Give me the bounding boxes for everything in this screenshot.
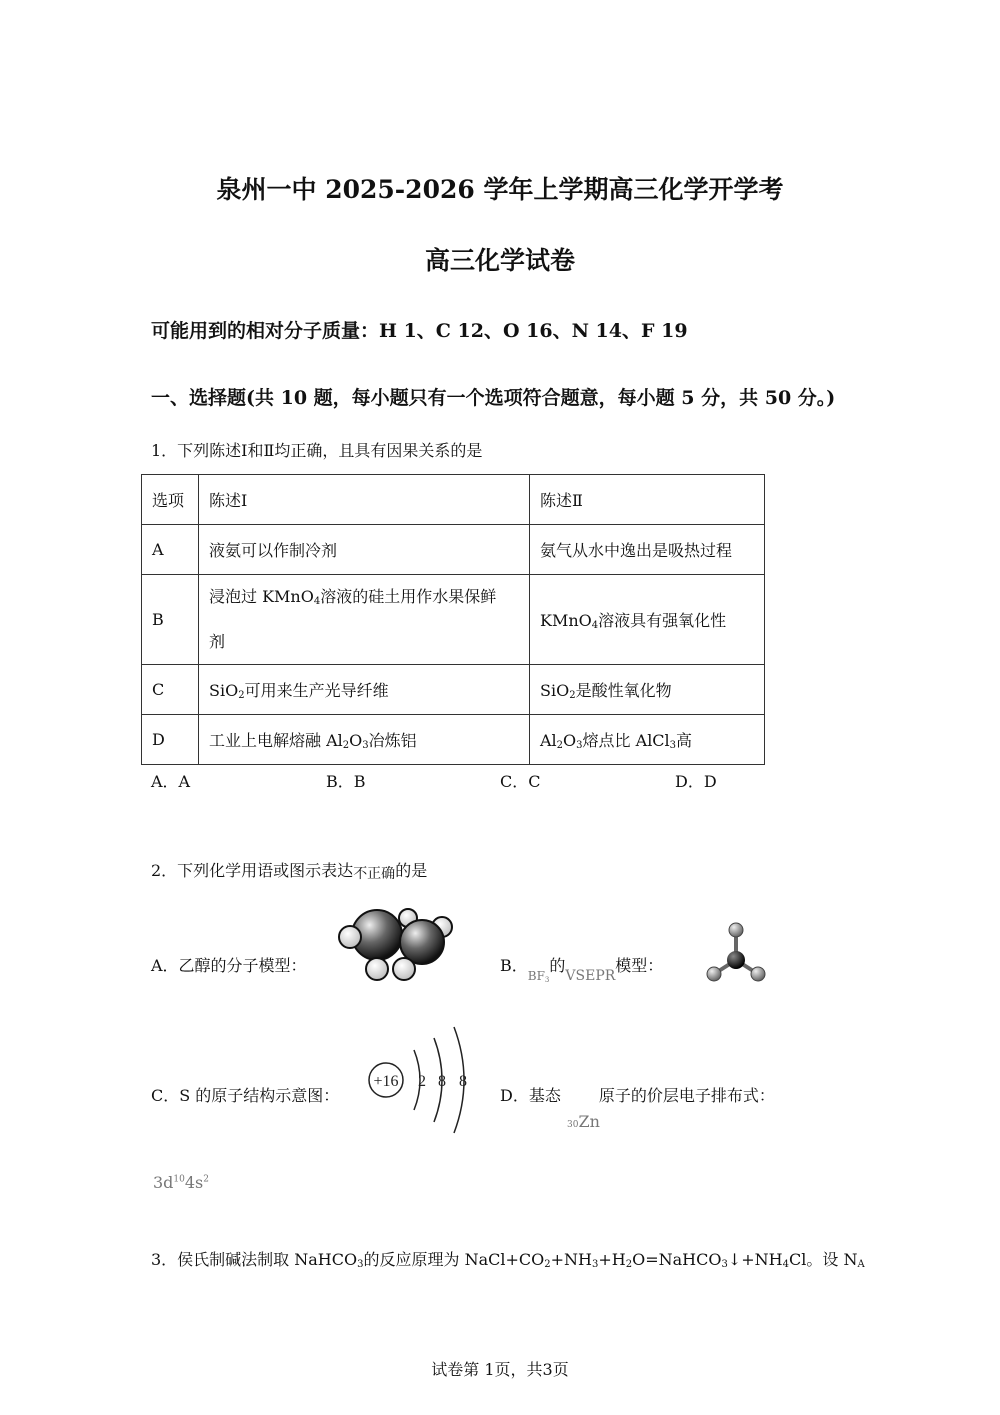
text-span: 4s: [184, 1173, 204, 1192]
text-span: +NH: [550, 1250, 592, 1269]
subscript: 2: [556, 740, 564, 751]
electron-configuration: [153, 1173, 209, 1192]
subscript: 2: [569, 690, 576, 701]
subscript: 4: [782, 1259, 789, 1270]
subscript: 3: [576, 740, 583, 751]
ethanol-model-image: [332, 905, 462, 985]
statement-2-cell: [530, 665, 765, 715]
element-symbol: Zn: [578, 1112, 600, 1131]
table-row: [142, 575, 765, 665]
section-heading: 一、选择题(共 10 题，每小题只有一个选项符合题意，每小题 5 分，共 50 分。): [151, 387, 836, 409]
text-span: 模型：: [615, 956, 664, 975]
text-span: 可用来生产光导纤维: [244, 681, 389, 700]
subscript: 3: [669, 740, 677, 751]
text-span: +H: [598, 1250, 626, 1269]
table-row: [142, 525, 765, 575]
q2-stem: [151, 858, 427, 883]
subscript: 3: [721, 1259, 728, 1270]
text-span: 2．下列化学用语或图示表达: [151, 861, 354, 880]
q1-choice-b: B．B: [326, 772, 366, 791]
subscript: 4: [591, 620, 599, 631]
option-cell: D: [142, 715, 199, 765]
subscript: A: [857, 1259, 865, 1270]
text-span: 的是: [395, 861, 428, 880]
subscript: 3: [362, 740, 369, 751]
text-span: Al: [540, 731, 557, 750]
table-header-row: [142, 475, 765, 525]
q2-option-c: C．S 的原子结构示意图：: [151, 1086, 340, 1105]
subscript: 4: [313, 596, 321, 607]
option-cell: C: [142, 665, 199, 715]
statement-1-cell: [199, 575, 530, 665]
text-span: 浸泡过 KMnO: [209, 587, 314, 606]
statement-1-cell: [199, 715, 530, 765]
table-header-cell: 陈述Ⅰ: [199, 475, 530, 525]
text-span: B．: [500, 956, 528, 975]
text-span: 溶液具有强氧化性: [598, 611, 727, 630]
text-span: 剂: [209, 632, 226, 651]
text-span: BF: [527, 969, 545, 983]
bf3-vsepr-model-image: [702, 920, 768, 986]
subscript: 2: [625, 1259, 633, 1270]
q2-option-b: [500, 953, 663, 984]
superscript: 2: [203, 1174, 209, 1185]
statement-1-cell: 液氨可以作制冷剂: [199, 525, 530, 575]
atomic-number: 30: [567, 1120, 579, 1130]
q1-table: [141, 474, 765, 765]
superscript: 10: [173, 1174, 185, 1185]
statement-2-cell: [530, 575, 765, 665]
q1-choice-a: A．A: [151, 772, 191, 791]
exam-subtitle: 高三化学试卷: [424, 246, 575, 275]
relative-masses: 可能用到的相对分子质量：H 1、C 12、O 16、N 14、F 19: [151, 320, 688, 342]
text-span: 的反应原理为 NaCl+CO: [363, 1250, 545, 1269]
page-footer: 试卷第 1页，共3页: [431, 1360, 569, 1379]
text-span: 3d: [153, 1173, 174, 1192]
shell-electrons: 2: [418, 1073, 426, 1090]
subscript: 3: [592, 1259, 599, 1270]
text-span: SiO: [540, 681, 570, 700]
nucleus-charge: +16: [373, 1073, 399, 1090]
text-span: Cl。设 N: [789, 1250, 858, 1269]
text-span: 工业上电解熔融 Al: [209, 731, 343, 750]
bf3-formula: [528, 969, 550, 983]
text-span: 冶炼铝: [368, 731, 417, 750]
sulfur-atom-diagram: [366, 1025, 476, 1137]
subscript: 2: [238, 690, 245, 701]
text-span: 熔点比 AlCl: [582, 731, 670, 750]
table-row: [142, 715, 765, 765]
q1-choice-d: D．D: [675, 772, 717, 791]
text-span: KMnO: [540, 611, 592, 630]
subscript: 3: [357, 1259, 364, 1270]
text-span: O: [349, 731, 363, 750]
table-header-cell: 选项: [142, 475, 199, 525]
text-span: 原子的价层电子排布式：: [598, 1086, 775, 1105]
shell-electrons: 8: [438, 1073, 446, 1090]
subscript: 2: [544, 1259, 551, 1270]
table-header-cell: 陈述Ⅱ: [530, 475, 765, 525]
emphasis-text: 不正确: [353, 866, 396, 882]
q1-choice-c: C．C: [500, 772, 541, 791]
text-span: O=NaHCO: [632, 1250, 722, 1269]
q3-stem: [151, 1247, 865, 1270]
statement-2-cell: 氨气从水中逸出是吸热过程: [530, 525, 765, 575]
text-span: ↓+NH: [727, 1250, 783, 1269]
text-span: 的: [549, 956, 566, 975]
text-span: 是酸性氧化物: [575, 681, 672, 700]
table-row: [142, 665, 765, 715]
subscript: 3: [544, 976, 550, 984]
text-span: 3．侯氏制碱法制取 NaHCO: [151, 1250, 358, 1269]
text-span: D．基态: [500, 1086, 561, 1105]
q2-option-d: [500, 1083, 775, 1106]
exam-title: 泉州一中 2025-2026 学年上学期高三化学开学考: [216, 175, 784, 204]
q1-stem: 1．下列陈述Ⅰ和Ⅱ均正确，且具有因果关系的是: [151, 441, 483, 460]
text-span: 高: [676, 731, 693, 750]
option-cell: B: [142, 575, 199, 665]
vsepr-text: VSEPR: [565, 968, 616, 984]
text-span: SiO: [209, 681, 239, 700]
text-span: 溶液的硅土用作水果保鲜: [320, 587, 497, 606]
statement-1-cell: [199, 665, 530, 715]
q2-option-a: A．乙醇的分子模型：: [151, 956, 307, 975]
shell-electrons: 8: [459, 1073, 467, 1090]
text-span: O: [563, 731, 577, 750]
option-cell: A: [142, 525, 199, 575]
subscript: 2: [342, 740, 350, 751]
zn-symbol: [567, 1112, 600, 1131]
statement-2-cell: [530, 715, 765, 765]
